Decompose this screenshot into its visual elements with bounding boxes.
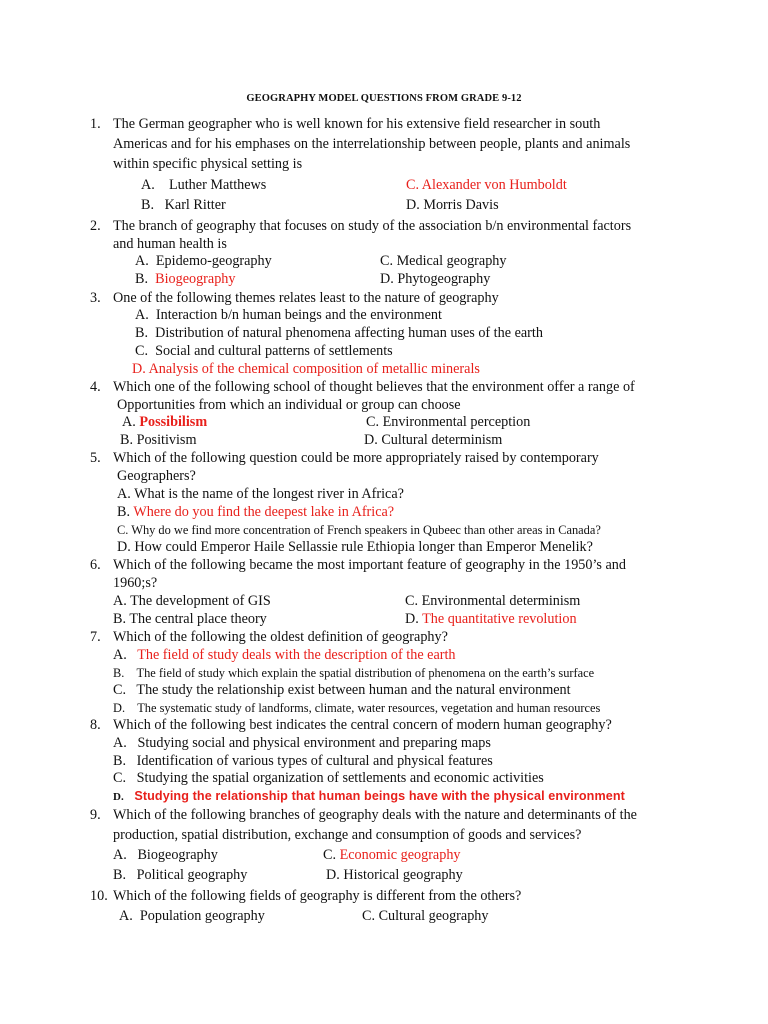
option-b: B. The field of study which explain the spatial distribution of phenomena on the earth’s surface — [113, 666, 595, 680]
question-stem-line: Which of the following branches of geography deals with the nature and determinants of the — [113, 807, 637, 823]
option-c: C. Cultural geography — [362, 908, 489, 924]
page-title: GEOGRAPHY MODEL QUESTIONS FROM GRADE 9-12 — [246, 93, 522, 104]
option-d: D. Cultural determinism — [364, 432, 503, 448]
question-stem-line: Which of the following question could be more appropriately raised by contemporary — [113, 450, 599, 466]
question-stem-line: Which of the following fields of geography is different from the others? — [113, 888, 522, 904]
option-b-answer: B. Where do you find the deepest lake in Africa? — [117, 504, 395, 520]
option-a-answer: A. The field of study deals with the description of the earth — [113, 647, 456, 663]
question-number: 7. — [90, 629, 101, 645]
option-a: A. What is the name of the longest river in Africa? — [117, 486, 404, 502]
question-stem-line: within specific physical setting is — [113, 156, 303, 172]
question-number: 3. — [90, 290, 101, 306]
option-d: D. Morris Davis — [406, 197, 499, 213]
option-d-answer: D. Analysis of the chemical composition of metallic minerals — [132, 361, 480, 377]
question-stem-line: The German geographer who is well known for his extensive field researcher in south — [113, 116, 601, 132]
option-a: A. Epidemo-geography — [135, 253, 272, 269]
question-stem-line: Which of the following best indicates the central concern of modern human geography? — [113, 717, 612, 733]
option-d: D. Historical geography — [326, 867, 463, 883]
option-a: A. Luther Matthews — [141, 177, 267, 193]
question-number: 2. — [90, 218, 101, 234]
question-number: 10. — [90, 888, 108, 904]
option-a-answer: A. Possibilism — [122, 414, 208, 430]
question-number: 9. — [90, 807, 101, 823]
option-d: D. Phytogeography — [380, 271, 491, 287]
question-number: 4. — [90, 379, 101, 395]
option-a: A. Population geography — [119, 908, 265, 924]
question-stem-line: Geographers? — [117, 468, 196, 484]
option-a: A. Biogeography — [113, 847, 218, 863]
question-stem-line: Which of the following the oldest definition of geography? — [113, 629, 448, 645]
option-a: A. The development of GIS — [113, 593, 271, 609]
option-b: B. The central place theory — [113, 611, 267, 627]
option-c: C. Environmental determinism — [405, 593, 581, 609]
question-stem-line: and human health is — [113, 236, 227, 252]
question-stem-line: Which of the following became the most important feature of geography in the 1950’s and — [113, 557, 626, 573]
option-b: B. Political geography — [113, 867, 248, 883]
option-a: A. Studying social and physical environment and preparing maps — [113, 735, 491, 751]
option-b: B. Distribution of natural phenomena affecting human uses of the earth — [135, 325, 543, 341]
question-stem-line: Which one of the following school of thought believes that the environment offer a range of — [113, 379, 635, 395]
option-c: C. Studying the spatial organization of settlements and economic activities — [113, 770, 544, 786]
option-d: D. How could Emperor Haile Sellassie rule Ethiopia longer than Emperor Menelik? — [117, 539, 593, 555]
question-stem-line: Americas and for his emphases on the interrelationship between people, plants and animals — [113, 136, 631, 152]
option-c: C. The study the relationship exist between human and the natural environment — [113, 682, 571, 698]
option-b: B. Karl Ritter — [141, 197, 226, 213]
question-stem-line: One of the following themes relates least to the nature of geography — [113, 290, 499, 306]
option-c: C. Medical geography — [380, 253, 507, 269]
option-d: D. The systematic study of landforms, climate, water resources, vegetation and human resources — [113, 701, 601, 715]
option-c: C. Why do we find more concentration of French speakers in Qubeec than other areas in Canada? — [117, 523, 601, 537]
option-c-answer: C. Economic geography — [323, 847, 461, 863]
question-number: 1. — [90, 116, 101, 132]
question-stem-line: 1960;s? — [113, 575, 158, 591]
option-c-answer: C. Alexander von Humboldt — [406, 177, 567, 193]
option-c: C. Environmental perception — [366, 414, 531, 430]
question-number: 5. — [90, 450, 101, 466]
option-b: B. Positivism — [120, 432, 197, 448]
question-stem-line: production, spatial distribution, exchange and consumption of goods and services? — [113, 827, 582, 843]
question-stem-line: The branch of geography that focuses on study of the association b/n environmental factors — [113, 218, 632, 234]
option-d-answer: D. Studying the relationship that human beings have with the physical environment — [113, 789, 625, 803]
question-stem-line: Opportunities from which an individual or group can choose — [117, 397, 461, 413]
option-b-answer: B. Biogeography — [135, 271, 236, 287]
option-a: A. Interaction b/n human beings and the environment — [135, 307, 442, 323]
option-d-answer: D. The quantitative revolution — [405, 611, 577, 627]
question-number: 8. — [90, 717, 101, 733]
option-c: C. Social and cultural patterns of settlements — [135, 343, 393, 359]
question-number: 6. — [90, 557, 101, 573]
option-b: B. Identification of various types of cultural and physical features — [113, 753, 493, 769]
